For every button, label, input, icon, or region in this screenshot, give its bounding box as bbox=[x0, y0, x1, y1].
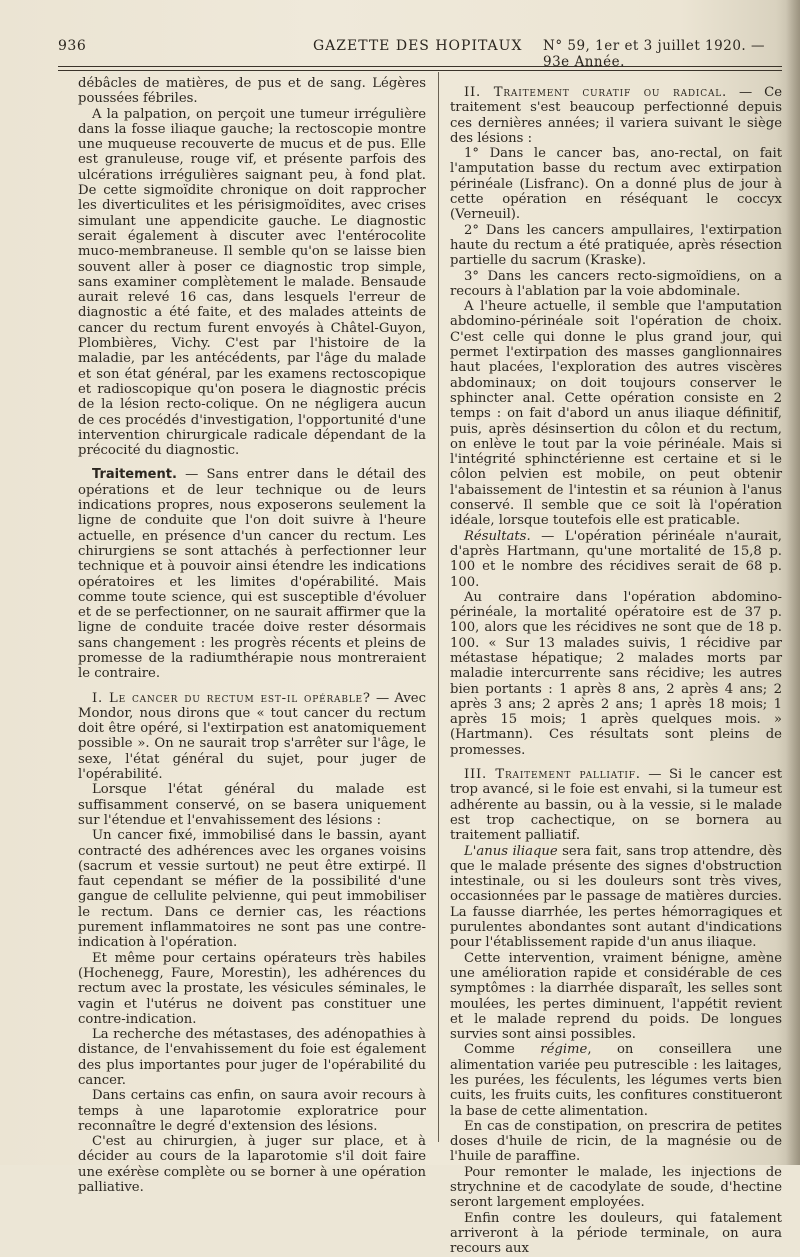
header-rule-thin bbox=[58, 70, 782, 71]
paragraph-p10: C'est au chirurgien, à juger sur place, et à décider au cours de la laparotomie s'il doit faire une exérèse complète ou se borner à une opération palliative. bbox=[78, 1134, 426, 1196]
page-number: 936 bbox=[58, 38, 87, 54]
italic-term: régime bbox=[540, 1042, 588, 1058]
paragraph-r13: Pour remonter le malade, les injections de strychnine et de cacodylate de soude, d'hectine seront largement employées. bbox=[450, 1164, 782, 1211]
section-heading: Traitement. bbox=[92, 467, 177, 483]
paragraph-r9: L'anus iliaque sera fait, sans trop attendre, dès que le malade présente des signes d'obstruction intestinale, ou si les douleurs sont très vives, occasionnées par le passage de matières durcies. La fausse diarrhée, les pertes hémorragiques et purulentes abondantes sont autant d'indications pour l'établissement rapide d'un anus iliaque. bbox=[450, 843, 783, 951]
paragraph-p1: débâcles de matières, de pus et de sang. Légères poussées fébriles. bbox=[78, 76, 426, 107]
paragraph-r6: Résultats. — L'opération périnéale n'aurait, d'après Hartmann, qu'une mortalité de 15,8 p. 100 et le nombre des récidives serait de 68 p. 100. bbox=[450, 528, 782, 590]
journal-title: GAZETTE DES HOPITAUX bbox=[313, 38, 523, 54]
paragraph-p4: I. Le cancer du rectum est-il opérable? — Avec Mondor, nous dirons que « tout cancer du rectum doit être opéré, si l'extirpation est anatomiquement possible ». On ne saurait trop s'arrêter sur l'âge, le sexe, l'état général du sujet, pour juger de l'opérabilité. bbox=[78, 690, 427, 783]
page-edge-shadow bbox=[786, 0, 800, 1165]
subsection-heading: II. Traitement curatif ou radical. bbox=[464, 85, 728, 100]
paragraph-p7: Et même pour certains opérateurs très habiles (Hochenegg, Faure, Morestin), les adhérences du rectum avec la prostate, les vésicules séminales, le vagin et l'utérus ne doivent pas constituer une contre-indication. bbox=[78, 950, 426, 1027]
italic-term: Résultats. bbox=[464, 528, 531, 544]
subsection-heading: III. Traitement palliatif. bbox=[464, 767, 641, 783]
paragraph-r2: 1° Dans le cancer bas, ano-rectal, on fait l'amputation basse du rectum avec extirpation périnéale (Lisfranc). On a donné plus de jour à cette opération en réséquant le coccyx (Verneuil). bbox=[450, 146, 782, 223]
header-rule-thick bbox=[58, 66, 782, 67]
paragraph-p2: A la palpation, on perçoit une tumeur irrégulière dans la fosse iliaque gauche; la rectoscopie montre une muqueuse recouverte de mucus et de pus. Elle est granuleuse, rouge vif, et présente parfois des ulcérations irrégulières saignant peu, à fond plat. De cette sigmoïdite chronique on doit rapprocher les diverticulites et les périsigmoïdites, avec crises simulant une appendicite gauche. Le diagnostic serait également à discuter avec l'entérocolite muco-membraneuse. Il semble qu'on se laisse bien souvent aller à poser ce diagnostic trop simple, sans examiner complètement le malade. Bensaude aurait relevé 16 cas, dans lesquels l'erreur de diagnostic a été faite, et des malades atteints de cancer du rectum furent envoyés à Châtel-Guyon, Plombières, Vichy. C'est par l'histoire de la maladie, par les antécédents, par l'âge du malade et son état général, par les examens rectoscopique et radioscopique qu'on posera le diagnostic précis de la lésion recto-colique. On ne négligera aucun de ces procédés d'investigation, l'opportunité d'une intervention chirurgicale radicale dépendant de la précocité du diagnostic. bbox=[78, 106, 426, 459]
paragraph-r1: II. Traitement curatif ou radical. — Ce traitement s'est beaucoup perfectionné depuis ces dernières années; il variera suivant le siège des lésions : bbox=[450, 85, 782, 146]
paragraph-p3: Traitement. — Sans entrer dans le détail des opérations et de leur technique ou de leurs indications propres, nous exposerons seulement la ligne de conduite que l'on doit suivre à l'heure actuelle, en présence d'un cancer du rectum. Les chirurgiens se sont attachés à perfectionner leur technique et à pouvoir ainsi étendre les indications opératoires et les limites d'opérabilité. Mais comme toute science, qui est susceptible d'évoluer et de se perfectionner, on ne saurait affirmer que la ligne de conduite tracée doive rester désormais sans changement : les progrès récents et pleins de promesse de la radiumthérapie nous montreraient le contraire. bbox=[78, 467, 426, 682]
paragraph-r5: A l'heure actuelle, il semble que l'amputation abdomino-périnéale soit l'opération de choix. C'est celle qui donne le plus grand jour, qui permet l'extirpation des masses ganglionnaires haut placées, l'exploration des autres viscères abdominaux; on doit toujours conserver le sphincter anal. Cette opération consiste en 2 temps : on fait d'abord un anus iliaque définitif, puis, après désinsertion du côlon et du rectum, on enlève le tout par la voie périnéale. Mais si l'intégrité sphinctérienne est certaine et si le côlon pelvien est mobile, on peut obtenir l'abaissement de l'intestin et sa réunion à l'anus conservé. Il semble que ce soit là l'opération idéale, lorsque toutefois elle est praticable. bbox=[450, 299, 782, 529]
page-header bbox=[58, 38, 780, 70]
paragraph-r10: Cette intervention, vraiment bénigne, amène une amélioration rapide et considérable de ces symptômes : la diarrhée disparaît, les selles sont moulées, les pertes diminuent, l'appétit revient et le malade reprend du poids. De longues survies sont ainsi possibles. bbox=[450, 950, 782, 1043]
column-divider bbox=[438, 72, 439, 1142]
paragraph-r4: 3° Dans les cancers recto-sigmoïdiens, on a recours à l'ablation par la voie abdominale. bbox=[450, 268, 782, 299]
paragraph-p6: Un cancer fixé, immobilisé dans le bassin, ayant contracté des adhérences avec les organes voisins (sacrum et vessie surtout) ne peut être extirpé. Il faut cependant se méfier de la possibilité d'une gangue de cellulite pelvienne, qui peut immobiliser le rectum. Dans ce dernier cas, les réactions purement inflammatoires ne sont pas une contre-indication à l'opération. bbox=[78, 828, 426, 951]
paragraph-r11: Comme régime, on conseillera une alimentation variée peu putrescible : les laitages, les purées, les féculents, les légumes verts bien cuits, les fruits cuits, les confitures constitueront la base de cette alimentation. bbox=[450, 1042, 782, 1119]
paragraph-r7: Au contraire dans l'opération abdomino-périnéale, la mortalité opératoire est de 37 p. 100, alors que les récidives ne sont que de 18 p. 100. « Sur 13 malades suivis, 1 récidive par métastase hépatique; 2 malades morts par maladie intercurrente sans récidive; les autres bien portants : 1 après 8 ans, 2 après 4 ans; 2 après 3 ans; 2 après 2 ans; 1 après 18 mois; 1 après 15 mois; 1 après quelques mois. » (Hartmann). Ces résultats sont pleins de promesses. bbox=[450, 589, 782, 758]
paragraph-r14: Enfin contre les douleurs, qui fatalement arriveront à la période terminale, on aura recours aux bbox=[450, 1210, 782, 1257]
paragraph-p5: Lorsque l'état général du malade est suffisamment conservé, on se basera uniquement sur l'étendue et l'envahissement des lésions : bbox=[78, 782, 426, 828]
paragraph-r3: 2° Dans les cancers ampullaires, l'extirpation haute du rectum a été pratiquée, après résection partielle du sacrum (Kraske). bbox=[450, 222, 782, 269]
italic-term: L'anus iliaque bbox=[464, 843, 558, 859]
paragraph-r12: En cas de constipation, on prescrira de petites doses d'huile de ricin, de la magnésie ou de l'huile de paraffine. bbox=[450, 1118, 782, 1165]
paragraph-p8: La recherche des métastases, des adénopathies à distance, de l'envahissement du foie est également des plus importantes pour juger de l'opérabilité du cancer. bbox=[78, 1027, 426, 1088]
subsection-heading: I. Le cancer du rectum est-il opérable? bbox=[92, 690, 371, 706]
left-column bbox=[78, 76, 426, 1195]
right-column bbox=[450, 76, 782, 1257]
paragraph-p9: Dans certains cas enfin, on saura avoir recours à temps à une laparotomie exploratrice pour reconnaître le degré d'extension des lésions. bbox=[78, 1088, 426, 1134]
issue-info: N° 59, 1er et 3 juillet 1920. — 93e Année. bbox=[543, 38, 766, 70]
paragraph-r8: III. Traitement palliatif. — Si le cancer est trop avancé, si le foie est envahi, si la tumeur est adhérente au bassin, ou à la vessie, si le malade est trop cachectique, on se bornera au traitement palliatif. bbox=[450, 767, 782, 844]
